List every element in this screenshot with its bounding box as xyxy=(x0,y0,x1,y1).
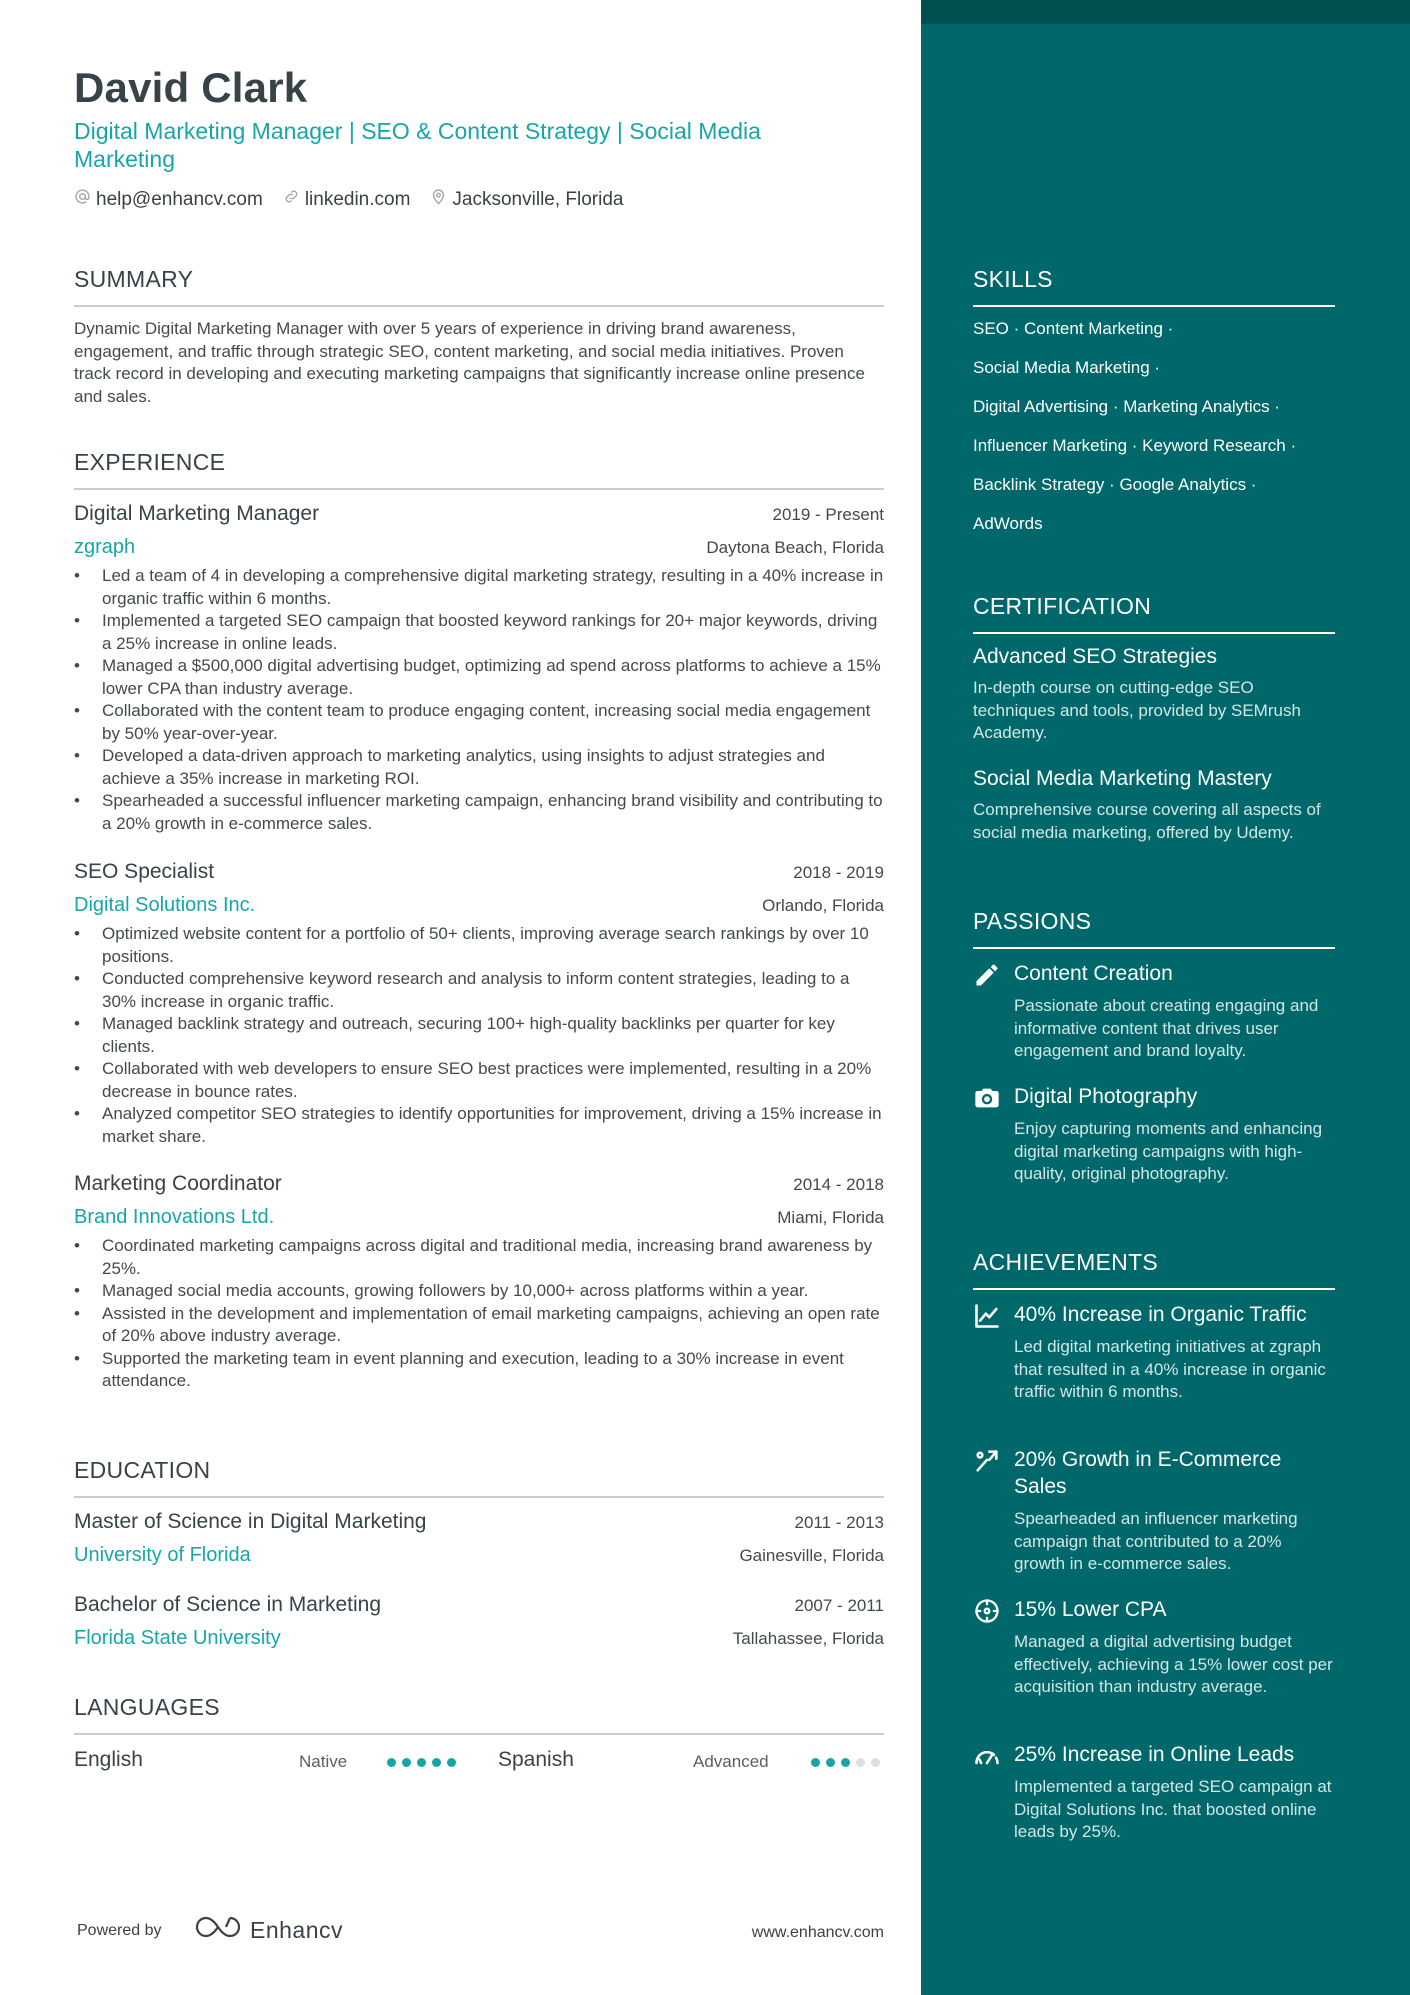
education-entry xyxy=(74,1510,884,1567)
certification-heading: CERTIFICATION xyxy=(973,593,1335,634)
job-entry xyxy=(74,502,884,835)
bullet-item: • Assisted in the development and implementation of email marketing campaigns, achieving an open rate of 20% above industry average. xyxy=(74,1303,884,1348)
summary-text: Dynamic Digital Marketing Manager with over 5 years of experience in driving brand awareness, engagement, and traffic through strategic SEO, content marketing, and social media initiatives. Proven track record in developing and executing marketing campaigns that significantly increase online presence and sales. xyxy=(74,319,865,406)
link-icon xyxy=(283,188,300,211)
footer xyxy=(74,1912,884,1952)
skill-line: Backlink Strategy · Google Analytics · xyxy=(973,475,1257,494)
at-icon xyxy=(74,188,91,211)
skill-line: SEO · Content Marketing · xyxy=(973,319,1174,338)
education-entry xyxy=(74,1593,884,1650)
bullet-item: • Conducted comprehensive keyword research and analysis to inform content strategies, leading to a 30% increase in organic traffic. xyxy=(74,968,884,1013)
achievement-item xyxy=(973,1596,1335,1699)
pencil-icon xyxy=(973,961,1001,989)
language-rating xyxy=(387,1758,456,1767)
achievement-item xyxy=(973,1446,1335,1576)
language-rating xyxy=(811,1758,880,1767)
rating-dot-empty xyxy=(856,1758,865,1767)
education-dates: 2007 - 2011 xyxy=(794,1596,884,1615)
bullet-item: • Spearheaded a successful influencer marketing campaign, enhancing brand visibility and contributing to a 20% growth in e-commerce sales. xyxy=(74,790,884,835)
achievement-desc: Spearheaded an influencer marketing campaign that contributed to a 20% growth in e-commerce sales. xyxy=(1014,1509,1298,1573)
rating-dot-filled xyxy=(432,1758,441,1767)
school-location: Gainesville, Florida xyxy=(739,1546,884,1565)
job-location: Orlando, Florida xyxy=(762,896,884,915)
gauge-icon xyxy=(973,1742,1001,1770)
company-name: zgraph xyxy=(74,536,136,558)
passions-heading: PASSIONS xyxy=(973,908,1335,949)
rating-dot-filled xyxy=(447,1758,456,1767)
job-title: SEO Specialist xyxy=(74,860,215,883)
trend-up-icon xyxy=(973,1302,1001,1330)
bullet-item: • Managed a $500,000 digital advertising budget, optimizing ad spend across platforms to achieve a 15% lower CPA than industry average. xyxy=(74,655,884,700)
job-bullets xyxy=(74,923,884,1148)
passion-title: Content Creation xyxy=(1014,962,1173,985)
company-name: Brand Innovations Ltd. xyxy=(74,1206,275,1228)
job-entry xyxy=(74,1172,884,1393)
school-location: Tallahassee, Florida xyxy=(732,1629,884,1648)
degree-title: Bachelor of Science in Marketing xyxy=(74,1593,381,1616)
bullet-item: • Coordinated marketing campaigns across digital and traditional media, increasing brand awareness by 25%. xyxy=(74,1235,884,1280)
job-dates: 2018 - 2019 xyxy=(793,863,884,882)
contact-bar xyxy=(74,188,624,211)
job-dates: 2019 - Present xyxy=(772,505,884,524)
bullet-item: • Managed backlink strategy and outreach, securing 100+ high-quality backlinks per quarter for key clients. xyxy=(74,1013,884,1058)
contact-linkedin[interactable]: linkedin.com xyxy=(283,188,411,211)
website-link[interactable]: www.enhancv.com xyxy=(751,1924,884,1941)
certification-title: Advanced SEO Strategies xyxy=(973,645,1217,668)
location-pin-icon xyxy=(430,188,447,211)
certification-desc: In-depth course on cutting-edge SEO techniques and tools, provided by SEMrush Academy. xyxy=(973,678,1301,742)
growth-arrow-icon xyxy=(973,1447,1001,1475)
degree-title: Master of Science in Digital Marketing xyxy=(74,1510,427,1533)
sidebar-top-band xyxy=(921,0,1410,24)
certification-desc: Comprehensive course covering all aspects of social media marketing, offered by Udemy. xyxy=(973,800,1321,842)
achievement-desc: Managed a digital advertising budget effectively, achieving a 15% lower cost per acquisition than industry average. xyxy=(1014,1632,1333,1696)
job-bullets xyxy=(74,1235,884,1393)
job-dates: 2014 - 2018 xyxy=(793,1175,884,1194)
skills-heading: SKILLS xyxy=(973,266,1335,307)
rating-dot-filled xyxy=(841,1758,850,1767)
bullet-item: • Optimized website content for a portfolio of 50+ clients, improving average search rankings by over 10 positions. xyxy=(74,923,884,968)
passion-item xyxy=(973,1083,1335,1186)
certification-title: Social Media Marketing Mastery xyxy=(973,767,1272,790)
rating-dot-filled xyxy=(811,1758,820,1767)
bullet-item: • Collaborated with the content team to produce engaging content, increasing social media engagement by 50% year-over-year. xyxy=(74,700,884,745)
rating-dot-filled xyxy=(417,1758,426,1767)
achievement-title: 15% Lower CPA xyxy=(1014,1598,1167,1621)
certification-item xyxy=(973,645,1335,745)
company-name: Digital Solutions Inc. xyxy=(74,894,256,916)
bullet-item: • Developed a data-driven approach to marketing analytics, using insights to adjust strategies and achieve a 35% increase in marketing ROI. xyxy=(74,745,884,790)
languages-list xyxy=(74,1748,884,1778)
language-level: Native xyxy=(299,1752,348,1771)
bullet-item: • Analyzed competitor SEO strategies to identify opportunities for improvement, driving a 15% increase in market share. xyxy=(74,1103,884,1148)
achievement-item xyxy=(973,1741,1335,1844)
passion-desc: Enjoy capturing moments and enhancing digital marketing campaigns with high-quality, original photography. xyxy=(1014,1119,1323,1183)
camera-icon xyxy=(973,1084,1001,1112)
job-entry xyxy=(74,860,884,1148)
education-heading: EDUCATION xyxy=(74,1457,884,1498)
language-name: English xyxy=(74,1748,143,1771)
achievement-item xyxy=(973,1301,1335,1404)
skill-line: Influencer Marketing · Keyword Research · xyxy=(973,436,1297,455)
job-location: Daytona Beach, Florida xyxy=(706,538,884,557)
bullet-item: • Managed social media accounts, growing followers by 10,000+ across platforms within a year. xyxy=(74,1280,884,1303)
rating-dot-filled xyxy=(826,1758,835,1767)
languages-heading: LANGUAGES xyxy=(74,1694,884,1735)
achievement-title: 40% Increase in Organic Traffic xyxy=(1014,1303,1307,1326)
bullet-item: • Supported the marketing team in event planning and execution, leading to a 30% increase in event attendance. xyxy=(74,1348,884,1393)
headline: Digital Marketing Manager | SEO & Content Strategy | Social Media Marketing xyxy=(74,118,761,172)
skill-line: Digital Advertising · Marketing Analytics · xyxy=(973,397,1281,416)
achievement-desc: Implemented a targeted SEO campaign at Digital Solutions Inc. that boosted online leads by 25%. xyxy=(1014,1777,1332,1841)
powered-by-label: Powered by xyxy=(77,1922,162,1939)
skills-list xyxy=(973,318,1335,552)
job-title: Marketing Coordinator xyxy=(74,1172,282,1195)
sidebar xyxy=(921,0,1410,1995)
achievements-heading: ACHIEVEMENTS xyxy=(973,1249,1335,1290)
brand-name: Enhancv xyxy=(250,1916,344,1943)
passion-item xyxy=(973,960,1335,1063)
crosshair-icon xyxy=(973,1597,1001,1625)
skill-line: Social Media Marketing · xyxy=(973,358,1161,377)
infinity-logo-icon xyxy=(194,1914,242,1946)
contact-email[interactable]: help@enhancv.com xyxy=(74,188,263,211)
rating-dot-filled xyxy=(402,1758,411,1767)
bullet-item: • Implemented a targeted SEO campaign that boosted keyword rankings for 20+ major keywords, driving a 25% increase in online leads. xyxy=(74,610,884,655)
certification-item xyxy=(973,767,1335,844)
achievement-title: 25% Increase in Online Leads xyxy=(1014,1743,1295,1766)
job-title: Digital Marketing Manager xyxy=(74,502,320,525)
passion-title: Digital Photography xyxy=(1014,1085,1198,1108)
language-level: Advanced xyxy=(693,1752,769,1771)
enhancv-logo[interactable] xyxy=(194,1914,343,1946)
rating-dot-filled xyxy=(387,1758,396,1767)
contact-location: Jacksonville, Florida xyxy=(430,188,623,211)
achievement-title: 20% Growth in E-Commerce Sales xyxy=(1014,1448,1282,1498)
language-name: Spanish xyxy=(498,1748,574,1771)
education-dates: 2011 - 2013 xyxy=(794,1513,884,1532)
job-bullets xyxy=(74,565,884,835)
passion-desc: Passionate about creating engaging and informative content that drives user engagement and brand loyalty. xyxy=(1014,996,1319,1060)
school-name: University of Florida xyxy=(74,1544,251,1566)
bullet-item: • Led a team of 4 in developing a comprehensive digital marketing strategy, resulting in a 40% increase in organic traffic within 6 months. xyxy=(74,565,884,610)
candidate-name: David Clark xyxy=(74,64,308,111)
experience-heading: EXPERIENCE xyxy=(74,449,884,490)
bullet-item: • Collaborated with web developers to ensure SEO best practices were implemented, resulting in a 20% decrease in bounce rates. xyxy=(74,1058,884,1103)
skill-line: AdWords xyxy=(973,514,1043,533)
job-location: Miami, Florida xyxy=(777,1208,884,1227)
achievement-desc: Led digital marketing initiatives at zgraph that resulted in a 40% increase in organic traffic within 6 months. xyxy=(1014,1337,1326,1401)
rating-dot-empty xyxy=(871,1758,880,1767)
summary-heading: SUMMARY xyxy=(74,266,884,307)
school-name: Florida State University xyxy=(74,1627,281,1649)
